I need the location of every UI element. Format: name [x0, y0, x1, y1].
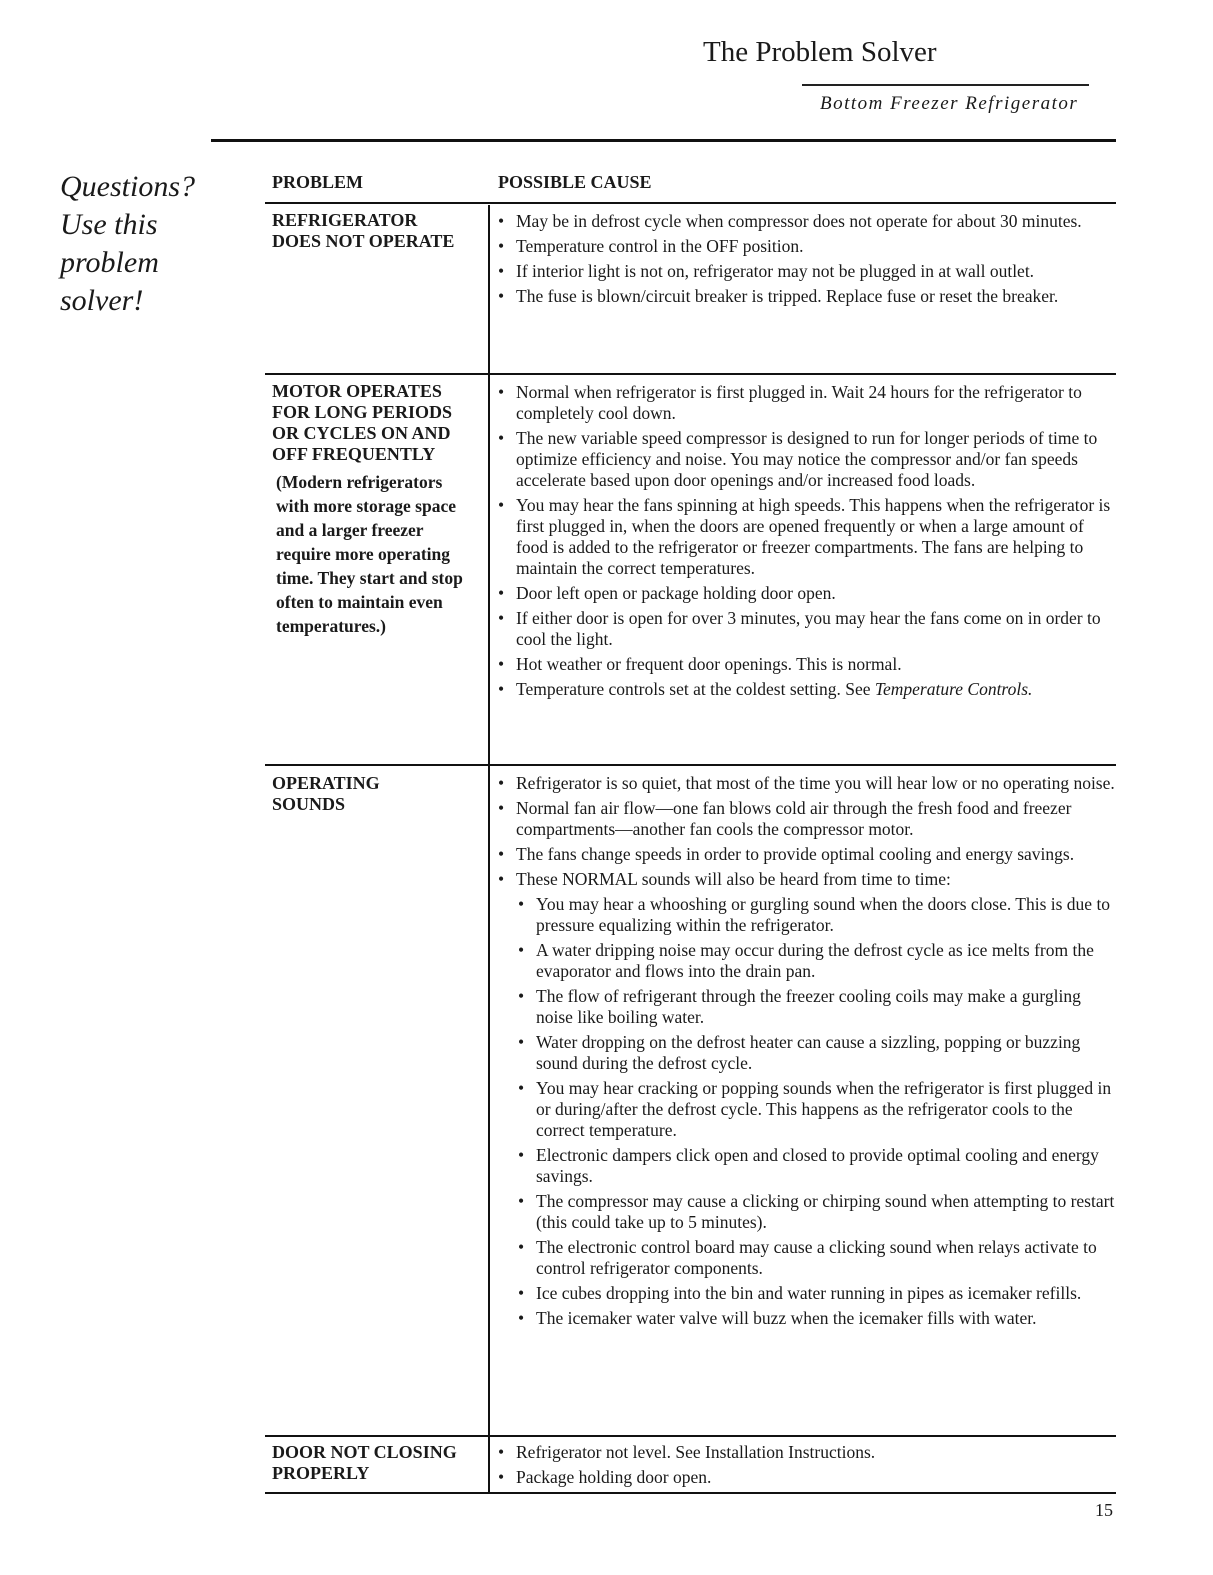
header-divider [211, 139, 1116, 142]
sidebar-line: problem [60, 246, 159, 279]
problem-line: PROPERLY [272, 1463, 370, 1483]
cause-item: • The fans change speeds in order to provide optimal cooling and energy savings. [498, 844, 1116, 865]
cause-item [498, 679, 1116, 700]
column-divider [488, 205, 490, 1493]
table-bottom-rule [265, 1492, 1116, 1494]
cause-item: • Temperature control in the OFF position. [498, 236, 1116, 257]
causes-list [498, 1442, 1116, 1492]
cause-item: • Refrigerator not level. See Installation Instructions. [498, 1442, 1116, 1463]
table-header-rule [265, 202, 1116, 204]
cause-item: • Door left open or package holding door open. [498, 583, 1116, 604]
sidebar-line: solver! [60, 284, 144, 317]
sub-cause-item: • Ice cubes dropping into the bin and water running in pipes as icemaker refills. [498, 1283, 1116, 1304]
causes-list [498, 382, 1116, 704]
causes-list [498, 773, 1116, 1333]
sidebar-line: Use this [60, 208, 158, 241]
row-divider [265, 764, 1116, 766]
sub-cause-item: • Water dropping on the defrost heater can cause a sizzling, popping or buzzing sound during the defrost cycle. [498, 1032, 1116, 1074]
cause-item: • Refrigerator is so quiet, that most of the time you will hear low or no operating noise. [498, 773, 1116, 794]
problem-line: FOR LONG PERIODS [272, 402, 453, 422]
page-title: The Problem Solver [703, 36, 937, 68]
problem-line: OR CYCLES ON AND [272, 423, 451, 443]
row-divider [265, 1435, 1116, 1437]
problem-line: DOES NOT OPERATE [272, 231, 455, 251]
sub-cause-item: • Electronic dampers click open and closed to provide optimal cooling and energy savings. [498, 1145, 1116, 1187]
sub-cause-item: • A water dripping noise may occur during the defrost cycle as ice melts from the evaporator and flows into the drain pan. [498, 940, 1116, 982]
sub-cause-item: • You may hear cracking or popping sounds when the refrigerator is first plugged in or during/after the defrost cycle. This happens as the refrigerator cools to the correct temperature. [498, 1078, 1116, 1141]
causes-list [498, 211, 1116, 311]
cause-item: • You may hear the fans spinning at high speeds. This happens when the refrigerator is first plugged in, when the doors are opened frequently or when a large amount of food is added to the refrigerator or freezer compartments. The fans are helping to maintain the correct temperatures. [498, 495, 1116, 579]
cause-item: • The new variable speed compressor is designed to run for longer periods of time to optimize efficiency and noise. You may notice the compressor and/or fan speeds accelerate based upon door openings and/or increased food loads. [498, 428, 1116, 491]
title-divider [802, 84, 1089, 86]
cause-item: • These NORMAL sounds will also be heard from time to time: [498, 869, 1116, 890]
problem-line: OPERATING [272, 773, 380, 793]
page-number: 15 [1095, 1500, 1113, 1520]
sub-cause-item: • The electronic control board may cause a clicking sound when relays activate to control refrigerator components. [498, 1237, 1116, 1279]
problem-line: MOTOR OPERATES [272, 381, 442, 401]
sub-cause-item: • You may hear a whooshing or gurgling sound when the doors close. This is due to pressure equalizing within the refrigerator. [498, 894, 1116, 936]
problem-line: OFF FREQUENTLY [272, 444, 436, 464]
page-subtitle: Bottom Freezer Refrigerator [820, 93, 1079, 114]
column-header-cause: POSSIBLE CAUSE [498, 172, 652, 192]
cause-item: • If interior light is not on, refrigerator may not be plugged in at wall outlet. [498, 261, 1116, 282]
cause-text: Temperature controls set at the coldest setting. See [516, 679, 875, 699]
cause-item: • Hot weather or frequent door openings. This is normal. [498, 654, 1116, 675]
problem-line: SOUNDS [272, 794, 346, 814]
problem-refrigerator-does-not-operate [272, 210, 454, 252]
cause-item: • Normal when refrigerator is first plugged in. Wait 24 hours for the refrigerator to completely cool down. [498, 382, 1116, 424]
problem-motor-operates [272, 381, 452, 465]
sub-cause-item: • The icemaker water valve will buzz when the icemaker fills with water. [498, 1308, 1116, 1329]
problem-door-not-closing [272, 1442, 457, 1484]
sub-cause-item: • The compressor may cause a clicking or chirping sound when attempting to restart (this could take up to 5 minutes). [498, 1191, 1116, 1233]
cause-reference: Temperature Controls. [874, 679, 1033, 699]
cause-item: • Normal fan air flow—one fan blows cold air through the fresh food and freezer compartments—another fan cools the compressor motor. [498, 798, 1116, 840]
cause-item: • The fuse is blown/circuit breaker is tripped. Replace fuse or reset the breaker. [498, 286, 1116, 307]
sidebar-callout [60, 168, 195, 320]
cause-item: • If either door is open for over 3 minutes, you may hear the fans come on in order to cool the light. [498, 608, 1116, 650]
row-divider [265, 373, 1116, 375]
problem-note: (Modern refrigerators with more storage space and a larger freezer require more operating time. They start and stop often to maintain even temperatures.) [276, 472, 463, 636]
sidebar-line: Questions? [60, 170, 195, 203]
cause-item: • May be in defrost cycle when compressor does not operate for about 30 minutes. [498, 211, 1116, 232]
cause-item: • Package holding door open. [498, 1467, 1116, 1488]
column-header-problem: PROBLEM [272, 172, 364, 192]
sub-cause-item: • The flow of refrigerant through the freezer cooling coils may make a gurgling noise like boiling water. [498, 986, 1116, 1028]
problem-operating-sounds [272, 773, 380, 815]
problem-line: DOOR NOT CLOSING [272, 1442, 457, 1462]
problem-line: REFRIGERATOR [272, 210, 418, 230]
